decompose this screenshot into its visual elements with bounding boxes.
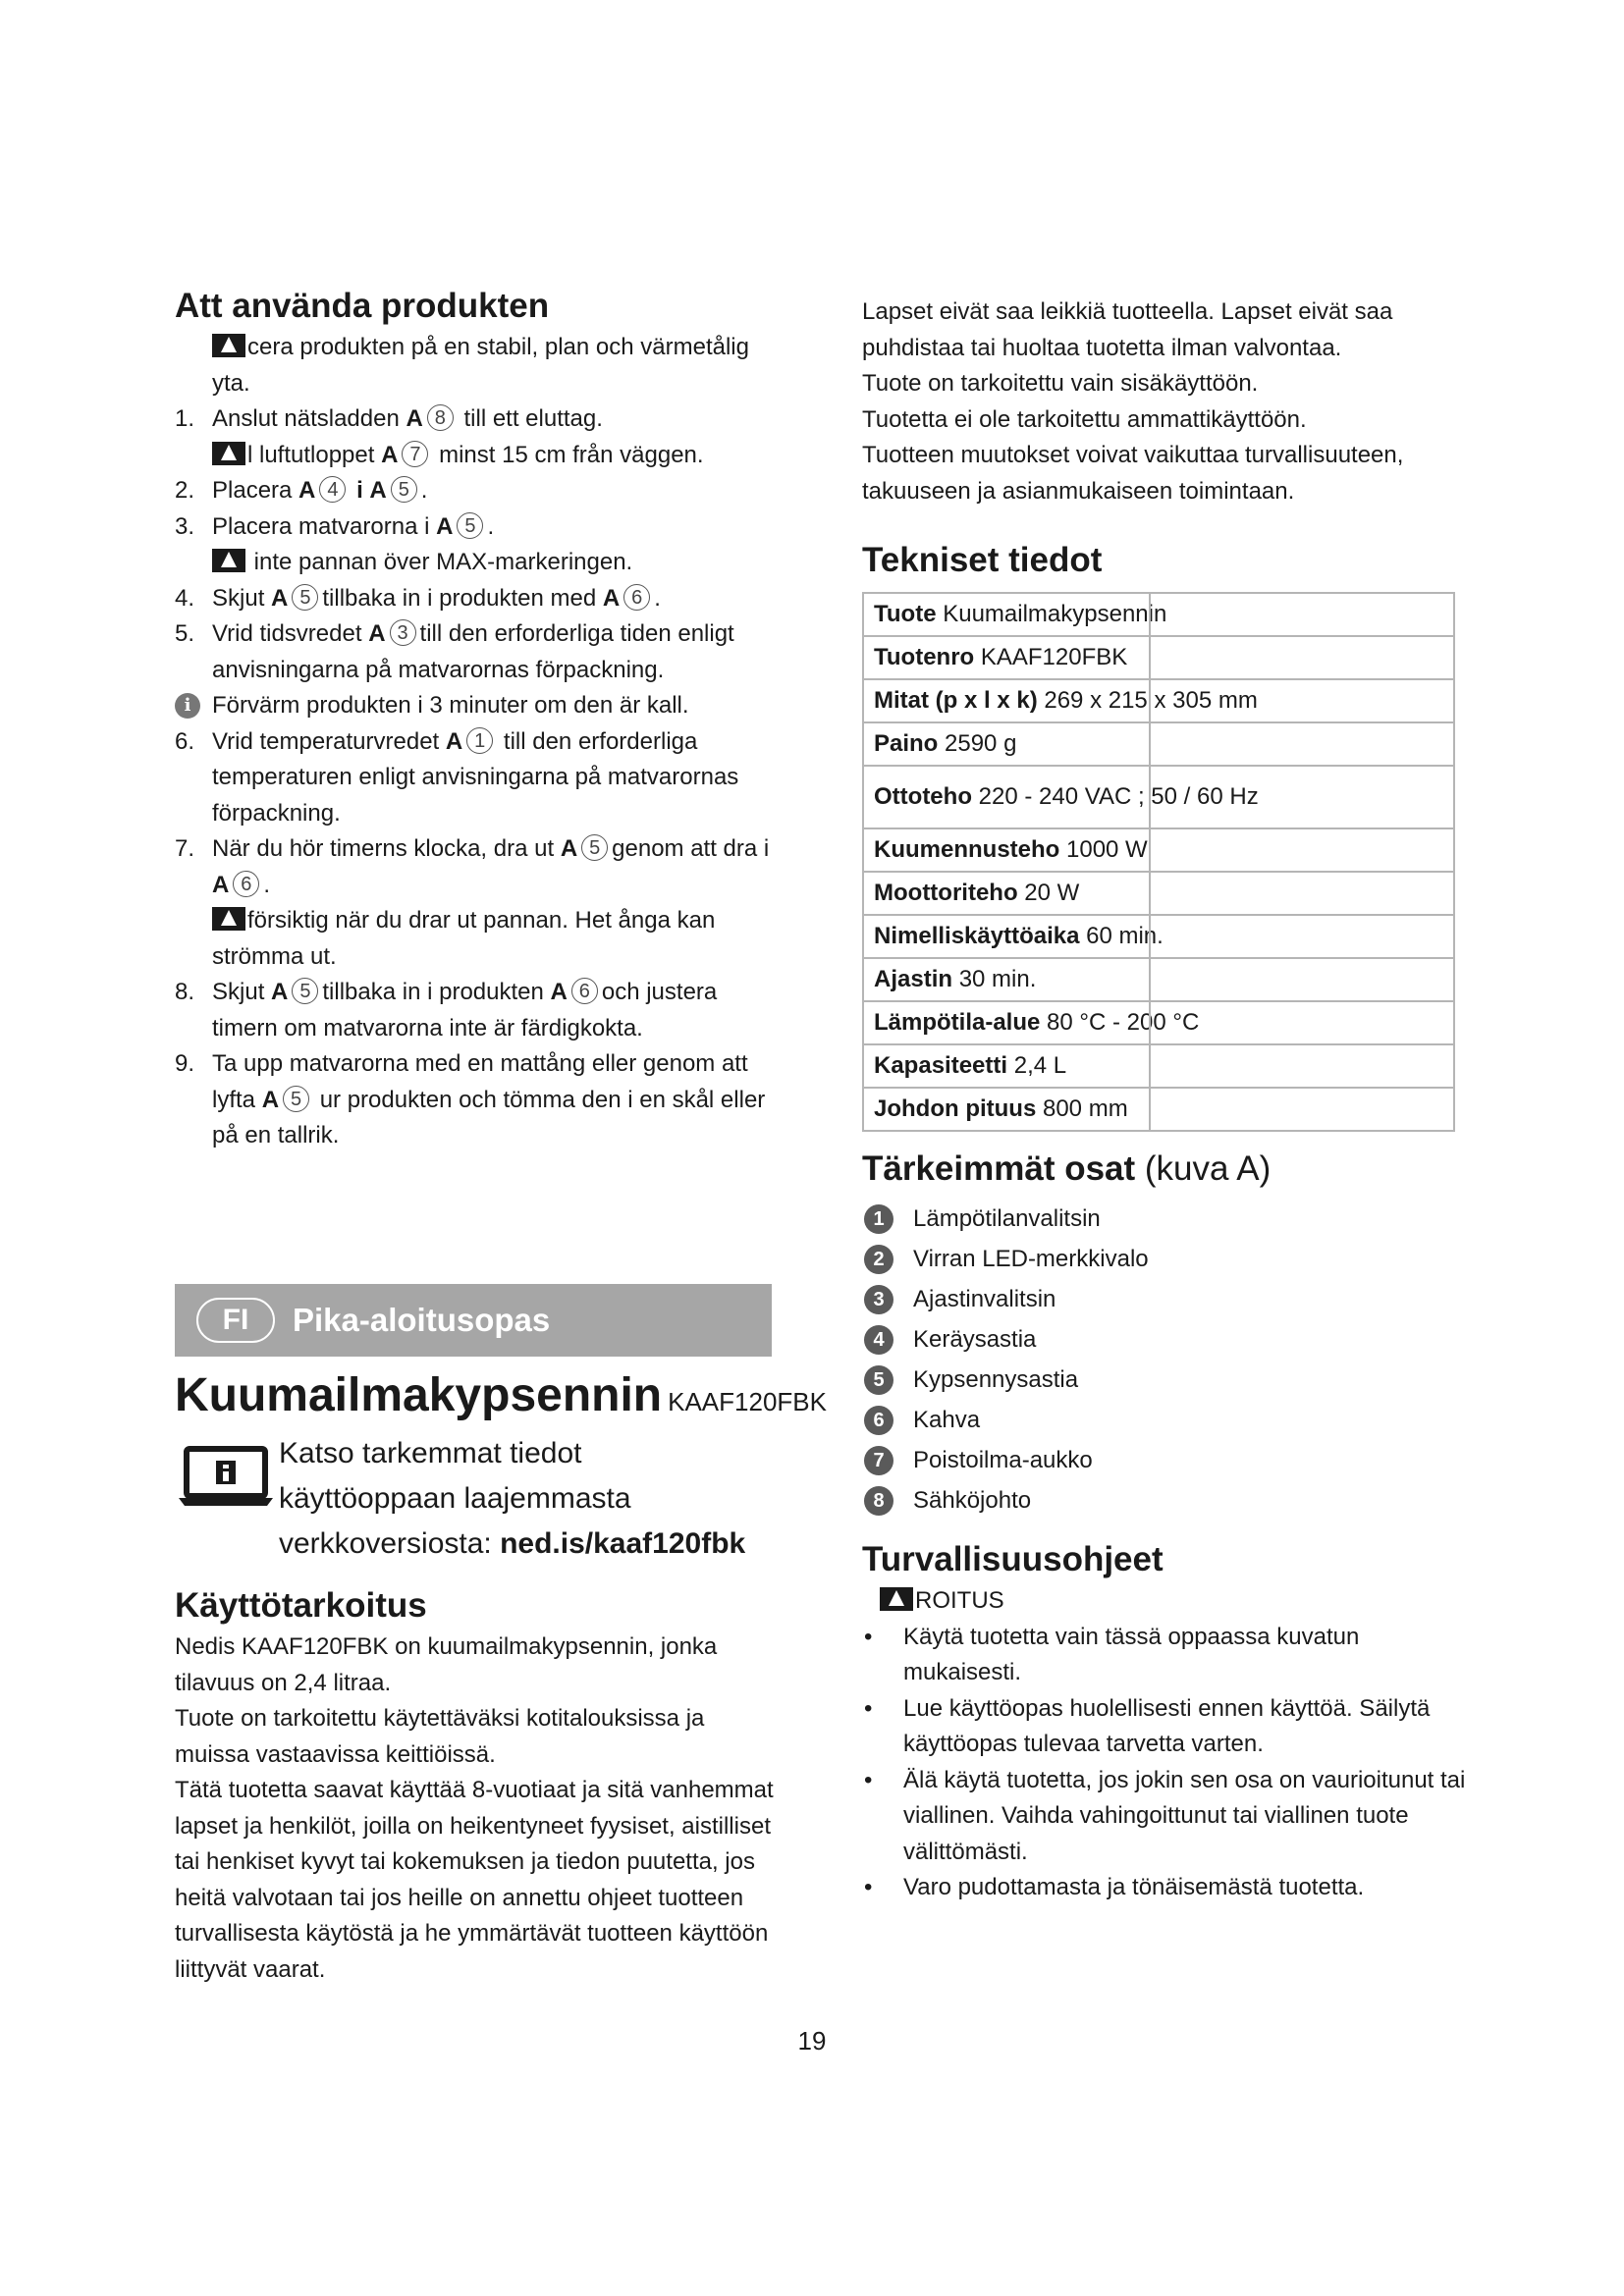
spec-cell [863, 593, 1454, 636]
language-code: FI [196, 1298, 275, 1343]
spec-label: Ottoteho [874, 783, 972, 810]
spec-cell [863, 915, 1454, 958]
part-number-badge: 1 [864, 1204, 893, 1234]
step-2: 2. Placera A 4 i A 5 . [175, 477, 428, 504]
ref-circle: 8 [427, 404, 454, 431]
spec-label: Moottoriteho [874, 879, 1018, 906]
step-8: 8. Skjut A 5 tillbaka in i produkten A 6 och justera timern om matvarorna inte är färdigkokta. [175, 979, 718, 1041]
part-item [862, 1480, 1471, 1521]
ref-circle: 3 [390, 619, 416, 646]
spec-value: 2590 g [945, 729, 1017, 757]
children-note: Lapset eivät saa leikkiä tuotteella. Lapset eivät saa puhdistaa tai huoltaa tuotetta ilman valvontaa. [862, 298, 1393, 361]
manual-url[interactable]: ned.is/kaaf120fbk [500, 1527, 746, 1560]
part-label: Keräysastia [913, 1326, 1037, 1353]
part-number-badge: 6 [864, 1406, 893, 1435]
step-7-caution: försiktig när du drar ut pannan. Het ånga kan strömma ut. [212, 907, 716, 970]
model-number: KAAF120FBK [668, 1387, 827, 1416]
ref-circle: 5 [457, 512, 483, 539]
parts-heading: Tärkeimmät osat (kuva A) [862, 1149, 1272, 1188]
part-number-badge: 2 [864, 1245, 893, 1274]
spec-label: Paino [874, 729, 939, 757]
part-item [862, 1199, 1471, 1239]
column-divider [1149, 829, 1151, 871]
column-divider [1149, 1089, 1151, 1130]
right-column [862, 294, 1471, 1906]
modification-note: Tuotteen muutokset voivat vaikuttaa turvallisuuteen, takuuseen ja asianmukaiseen toimintaan. [862, 442, 1404, 505]
intro-instruction: cera produkten på en stabil, plan och värmetålig yta. [212, 334, 749, 397]
indoor-note: Tuote on tarkoitettu vain sisäkäyttöön. [862, 370, 1259, 397]
safety-list [862, 1620, 1471, 1906]
spec-value: KAAF120FBK [980, 643, 1128, 670]
warning-icon [212, 907, 245, 931]
spec-row [863, 872, 1454, 915]
part-item [862, 1279, 1471, 1319]
intended-use-section [175, 1582, 784, 1988]
preheat-note: i Förvärm produkten i 3 minuter om den är kall. [175, 688, 784, 724]
step-6: 6. Vrid temperaturvredet A 1 till den erforderliga temperaturen enligt anvisningarna på matvarornas förpackning. [175, 727, 739, 827]
info-icon: i [175, 693, 200, 719]
spec-label: Kuumennusteho [874, 835, 1060, 863]
column-divider [1149, 637, 1151, 678]
warning-label: ROITUS [862, 1583, 1471, 1620]
spec-row [863, 1088, 1454, 1131]
spec-cell [863, 1044, 1454, 1088]
spec-row [863, 1001, 1454, 1044]
banner-title: Pika-aloitusopas [293, 1302, 551, 1338]
safety-heading: Turvallisuusohjeet [862, 1540, 1164, 1578]
spec-value: Kuumailmakypsennin [943, 600, 1167, 627]
spec-row [863, 915, 1454, 958]
professional-note: Tuotetta ei ole tarkoitettu ammattikäyttöön. [862, 405, 1307, 433]
spec-label: Lämpötila-alue [874, 1008, 1041, 1036]
spec-row [863, 766, 1454, 828]
online-manual-note: Katso tarkemmat tiedot käyttöoppaan laajemmasta verkkoversiosta: ned.is/kaaf120fbk [279, 1437, 746, 1560]
intended-use-p2: Tuote on tarkoitettu käytettäväksi kotitalouksissa ja muissa vastaavissa keittiöissä. [175, 1705, 705, 1768]
spec-row [863, 593, 1454, 636]
ref-circle: 5 [292, 978, 318, 1004]
warning-icon [212, 442, 245, 465]
warning-icon [880, 1587, 913, 1611]
spec-label: Mitat (p x l x k) [874, 686, 1038, 714]
spec-row [863, 679, 1454, 722]
spec-cell [863, 636, 1454, 679]
ref-circle: 5 [283, 1086, 309, 1112]
spec-value: 30 min. [958, 965, 1037, 992]
column-divider [1149, 959, 1151, 1000]
step-7: 7. När du hör timerns klocka, dra ut A 5 genom att dra i A 6 . [175, 835, 770, 898]
parts-list [862, 1199, 1471, 1521]
column-divider [1149, 1045, 1151, 1087]
spec-cell [863, 766, 1454, 828]
spec-label: Ajastin [874, 965, 953, 992]
ref-circle: 1 [466, 727, 493, 754]
ref-circle: 6 [571, 978, 598, 1004]
spec-value: 269 x 215 x 305 mm [1044, 686, 1258, 714]
part-label: Lämpötilanvalitsin [913, 1205, 1101, 1232]
page-number: 19 [797, 2026, 827, 2056]
spec-value: 2,4 L [1013, 1051, 1067, 1079]
part-label: Poistoilma-aukko [913, 1447, 1093, 1473]
safety-item: • Käytä tuotetta vain tässä oppaassa kuvatun mukaisesti. [862, 1620, 1471, 1691]
ref-circle: 7 [402, 441, 428, 467]
warning-icon [212, 549, 245, 572]
spec-cell [863, 1088, 1454, 1131]
ref-circle: 6 [623, 584, 650, 611]
warning-icon [212, 334, 245, 357]
part-item [862, 1239, 1471, 1279]
language-banner [175, 1284, 772, 1357]
ref-circle: 6 [233, 871, 259, 897]
spec-value: 1000 W [1066, 835, 1148, 863]
product-title: Kuumailmakypsennin KAAF120FBK [175, 1369, 827, 1421]
spec-value: 60 min. [1086, 922, 1164, 949]
spec-label: Kapasiteetti [874, 1051, 1008, 1079]
safety-item: • Älä käytä tuotetta, jos jokin sen osa on vaurioitunut tai viallinen. Vaihda vahingoittunut tai viallinen tuote välittömästi. [862, 1763, 1471, 1871]
spec-cell [863, 872, 1454, 915]
usage-steps-2 [175, 724, 784, 1154]
spec-value: 220 - 240 VAC ; 50 / 60 Hz [978, 783, 1259, 810]
spec-cell [863, 722, 1454, 766]
spec-cell [863, 1001, 1454, 1044]
part-label: Kypsennysastia [913, 1366, 1079, 1393]
column-divider [1149, 873, 1151, 914]
safety-item: • Lue käyttöopas huolellisesti ennen käyttöä. Säilytä käyttöopas tulevaa tarvetta varten. [862, 1691, 1471, 1763]
usage-steps [175, 401, 784, 688]
spec-cell [863, 958, 1454, 1001]
spec-cell [863, 828, 1454, 872]
part-number-badge: 4 [864, 1325, 893, 1355]
step-4: 4. Skjut A 5 tillbaka in i produkten med A 6 . [175, 584, 661, 612]
spec-label: Tuote [874, 600, 937, 627]
part-label: Ajastinvalitsin [913, 1286, 1056, 1312]
ref-circle: 5 [391, 476, 417, 503]
spec-label: Tuotenro [874, 643, 975, 670]
spec-value: 80 °C - 200 °C [1047, 1008, 1200, 1036]
ref-circle: 4 [319, 476, 346, 503]
laptop-info-icon [179, 1445, 273, 1508]
ref-circle: 5 [581, 834, 608, 861]
step-5: 5. Vrid tidsvredet A 3 till den erforderliga tiden enligt anvisningarna på matvarornas förpackning. [175, 620, 734, 683]
part-number-badge: 7 [864, 1446, 893, 1475]
part-label: Virran LED-merkkivalo [913, 1246, 1149, 1272]
ref-circle: 5 [292, 584, 318, 611]
spec-row [863, 1044, 1454, 1088]
part-number-badge: 5 [864, 1365, 893, 1395]
specs-heading: Tekniset tiedot [862, 541, 1103, 579]
part-label: Kahva [913, 1407, 981, 1433]
part-item [862, 1440, 1471, 1480]
spec-row [863, 828, 1454, 872]
specs-table [862, 592, 1455, 1132]
intended-use-p1: Nedis KAAF120FBK on kuumailmakypsennin, jonka tilavuus on 2,4 litraa. [175, 1633, 718, 1696]
spec-row [863, 722, 1454, 766]
spec-label: Johdon pituus [874, 1095, 1037, 1122]
column-divider [1149, 723, 1151, 765]
spec-row [863, 636, 1454, 679]
part-number-badge: 8 [864, 1486, 893, 1516]
usage-heading: Att använda produkten [175, 287, 550, 325]
spec-cell [863, 679, 1454, 722]
spec-row [863, 958, 1454, 1001]
intended-use-p3: Tätä tuotetta saavat käyttää 8-vuotiaat ja sitä vanhemmat lapset ja henkilöt, joilla on heikentyneet fyysiset, aistilliset tai henkiset kyvyt tai kokemuksen ja tiedon puutetta, jos heitä valvotaan tai jos heille on annettu ohjeet tuotteen turvallisesta käytöstä ja he ymmärtävät tuotteen käyttöön liittyvät vaarat. [175, 1777, 774, 1983]
part-item [862, 1319, 1471, 1360]
part-number-badge: 3 [864, 1285, 893, 1314]
part-item [862, 1360, 1471, 1400]
spec-value: 800 mm [1042, 1095, 1128, 1122]
step-1: 1. Anslut nätsladden A 8 till ett eluttag. [175, 405, 603, 432]
usage-section [175, 283, 784, 1154]
step-3-warning: inte pannan över MAX-markeringen. [175, 545, 784, 581]
intended-use-heading: Käyttötarkoitus [175, 1586, 427, 1625]
step-3: 3. Placera matvarorna i A 5 . [175, 512, 495, 540]
step-9: 9. Ta upp matvarorna med en mattång eller genom att lyfta A 5 ur produkten och tömma den i en skål eller på en tallrik. [175, 1050, 766, 1148]
step-1-warning: l luftutloppet A 7 minst 15 cm från väggen. [175, 438, 784, 474]
spec-label: Nimelliskäyttöaika [874, 922, 1080, 949]
part-label: Sähköjohto [913, 1487, 1032, 1514]
spec-value: 20 W [1024, 879, 1080, 906]
safety-item: • Varo pudottamasta ja tönäisemästä tuotetta. [862, 1870, 1471, 1906]
part-item [862, 1400, 1471, 1440]
